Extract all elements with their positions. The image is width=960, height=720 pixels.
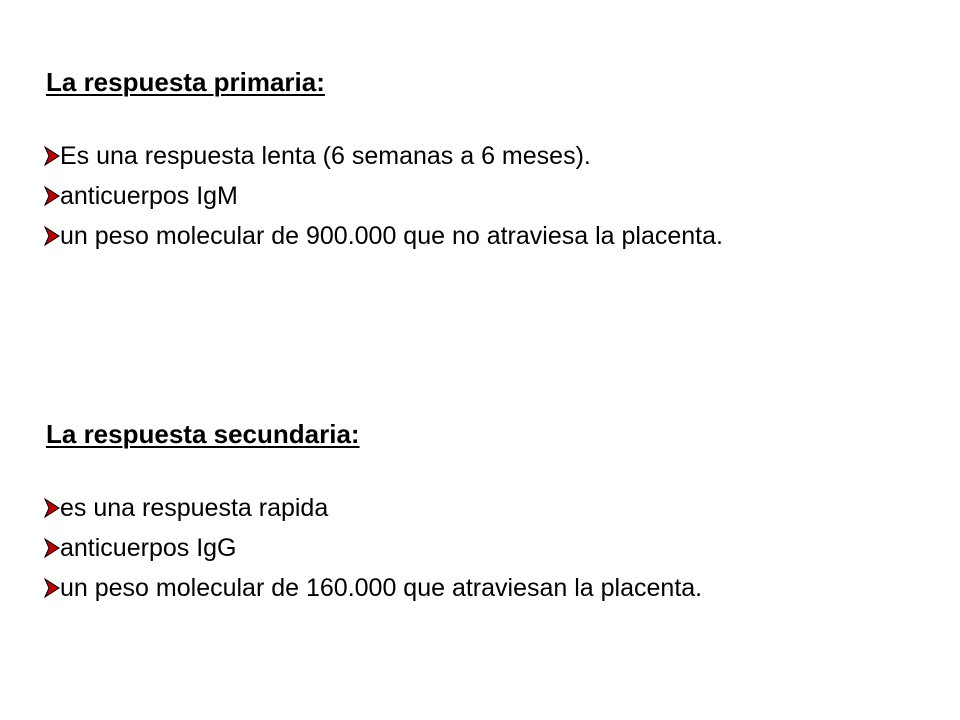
arrow-bullet-icon (44, 144, 60, 168)
list-item-text: anticuerpos IgG (60, 533, 237, 562)
primary-response-section (44, 66, 723, 256)
primary-response-heading: La respuesta primaria: (46, 67, 325, 97)
list-item (44, 176, 723, 216)
list-item (44, 136, 723, 176)
list-item (44, 488, 702, 528)
primary-response-list (44, 136, 723, 256)
arrow-bullet-icon (44, 224, 60, 248)
list-item (44, 568, 702, 608)
secondary-response-heading: La respuesta secundaria: (46, 419, 360, 449)
arrow-bullet-icon (44, 536, 60, 560)
secondary-response-section (44, 418, 702, 608)
list-item-text: anticuerpos IgM (60, 181, 238, 210)
arrow-bullet-icon (44, 496, 60, 520)
list-item-text: Es una respuesta lenta (6 semanas a 6 meses). (60, 141, 591, 170)
secondary-response-list (44, 488, 702, 608)
list-item-text: es una respuesta rapida (60, 493, 329, 522)
list-item-text: un peso molecular de 160.000 que atraviesan la placenta. (60, 573, 703, 602)
list-item (44, 216, 723, 256)
list-item (44, 528, 702, 568)
arrow-bullet-icon (44, 184, 60, 208)
arrow-bullet-icon (44, 576, 60, 600)
list-item-text: un peso molecular de 900.000 que no atraviesa la placenta. (60, 221, 723, 250)
